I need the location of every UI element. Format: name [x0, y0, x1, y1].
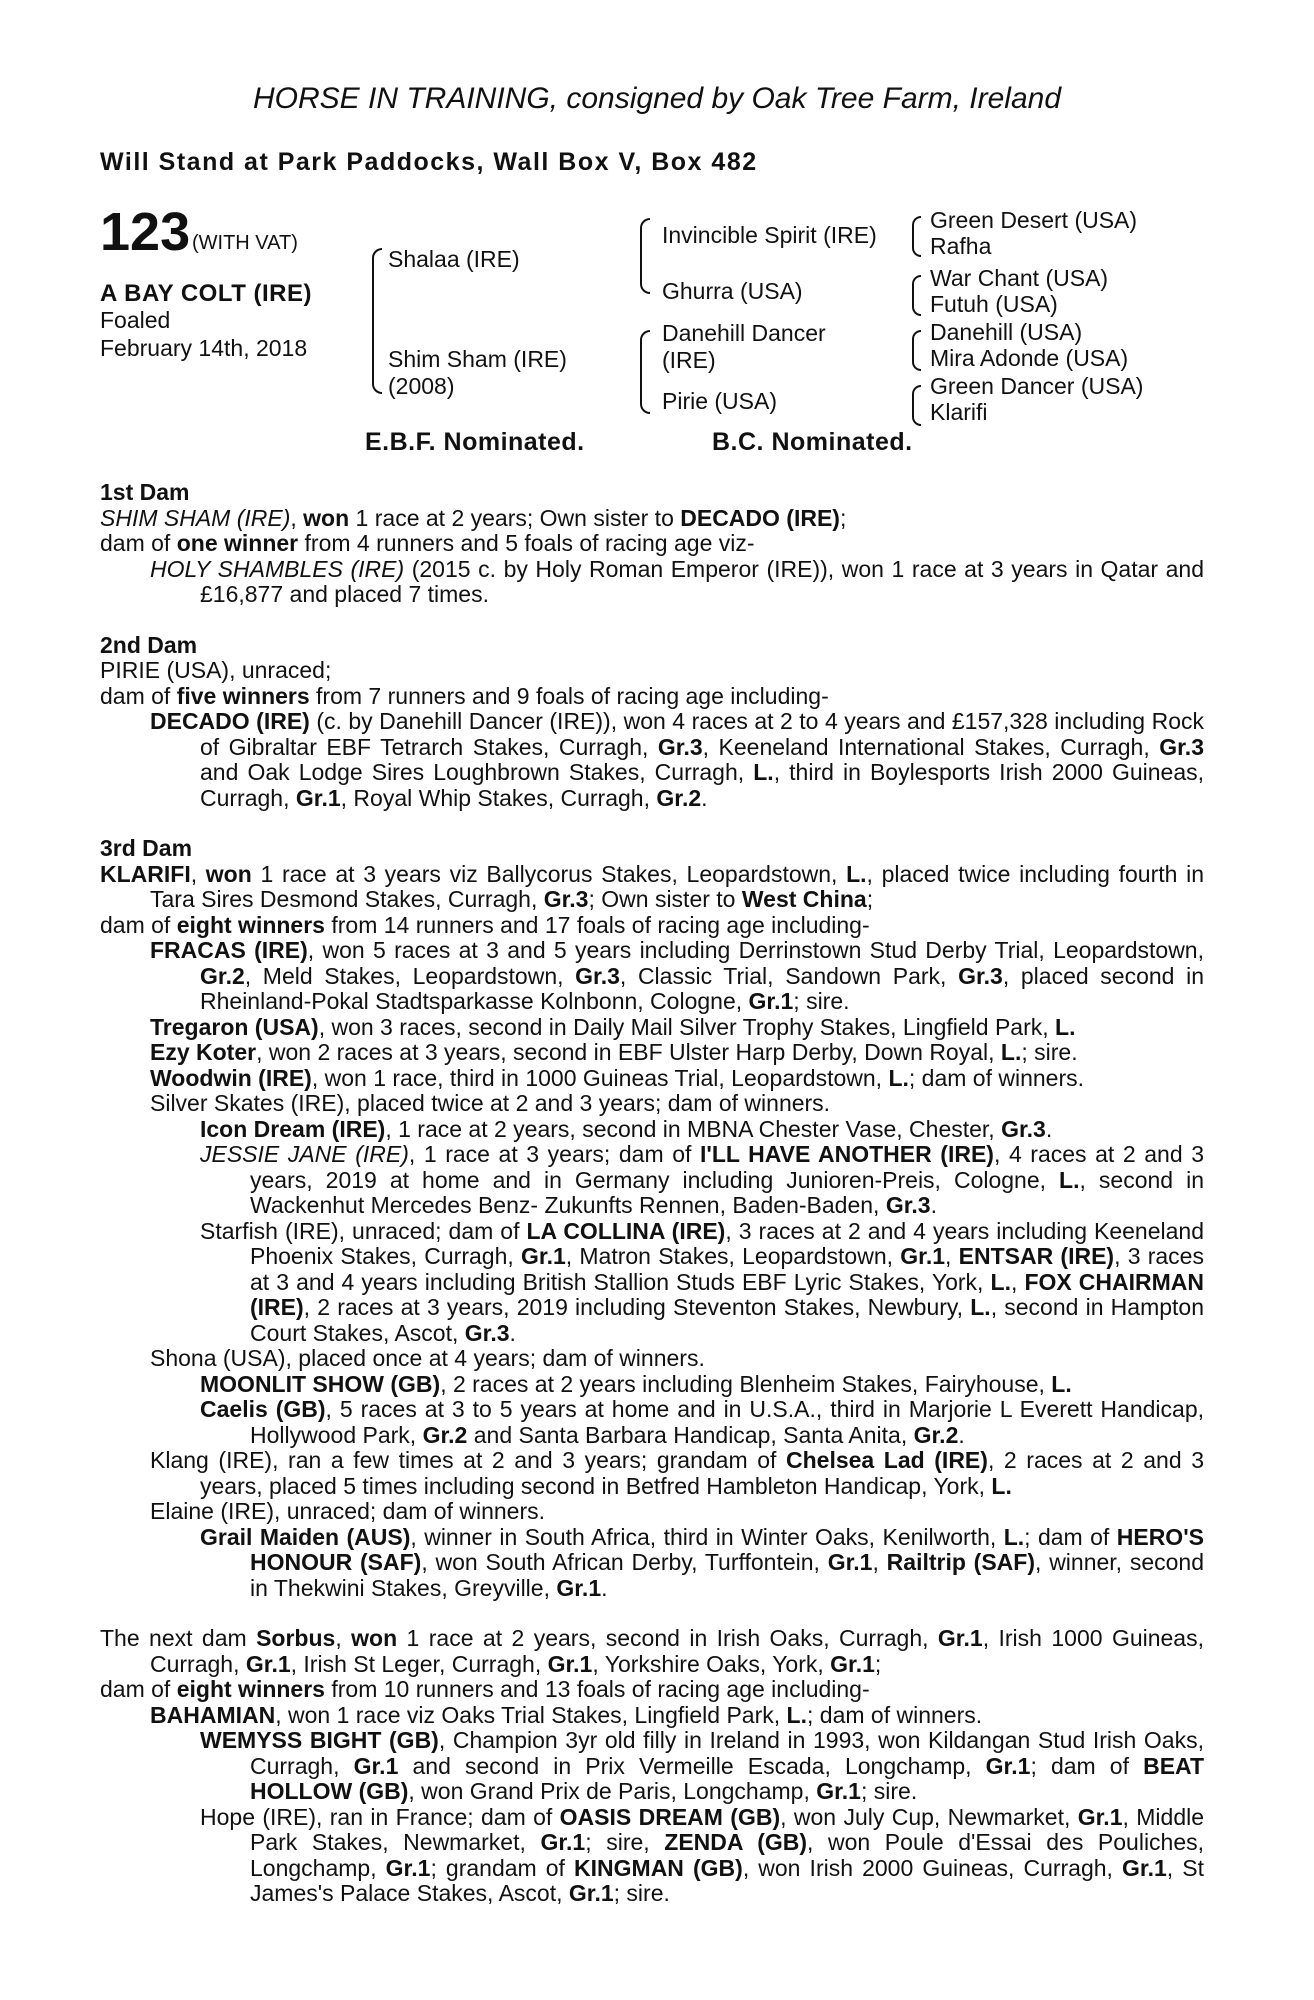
grade: Gr.1 — [1077, 1803, 1123, 1830]
first-dam-line — [100, 506, 1204, 532]
horse-name: HERO'S HONOUR (SAF) — [250, 1523, 1205, 1575]
grade: Gr.1 — [985, 1752, 1031, 1779]
text: (c. by Danehill Dancer (IRE)), won 4 races at 2 to 4 years and £157,328 including Rock of Gibraltar EBF Tetrarch Stakes, Curragh, — [200, 708, 1204, 760]
text: , 3 races at 2 and 4 years including Keeneland Phoenix Stakes, Curragh, — [250, 1217, 1204, 1269]
horse-name: LA COLLINA (IRE) — [526, 1217, 726, 1244]
grade: Gr.2 — [200, 962, 245, 989]
text: , 2 races at 3 years, 2019 including Steventon Stakes, Newbury, — [303, 1294, 971, 1320]
grade: L. — [846, 860, 867, 887]
grade: Gr.1 — [816, 1778, 861, 1804]
second-dam-line: PIRIE (USA), unraced; — [100, 657, 332, 683]
text: dam of — [100, 1676, 177, 1702]
text: . — [509, 1319, 516, 1346]
grade: Gr.3 — [464, 1319, 510, 1346]
horse-name: West China — [741, 886, 867, 912]
grade: Gr.1 — [521, 1243, 566, 1269]
text: , won July Cup, Newmarket, — [780, 1803, 1078, 1830]
produce-entry — [100, 1805, 1204, 1907]
pedigree-sire-sire: Invincible Spirit (IRE) — [662, 222, 877, 248]
pedigree-dam — [388, 346, 567, 400]
text: Hope (IRE), ran in France; dam of — [200, 1803, 560, 1830]
text: , won 1 race, third in 1000 Guineas Trial, Leopardstown, — [311, 1064, 889, 1091]
horse-name: Grail Maiden (AUS) — [200, 1523, 411, 1550]
produce-entry — [100, 1372, 1204, 1398]
second-dam-produce-line — [100, 684, 1204, 710]
brace-gen3a-top — [912, 216, 921, 237]
text: ; dam of — [1024, 1523, 1117, 1550]
horse-name: OASIS DREAM (GB) — [559, 1803, 781, 1830]
horse-name: Tregaron (USA) — [150, 1013, 319, 1040]
next-dam-line — [100, 1626, 1204, 1677]
text: , Meld Stakes, Leopardstown, — [244, 962, 576, 989]
foaled-date: February 14th, 2018 — [100, 335, 308, 361]
text: . — [958, 1421, 965, 1448]
produce-entry: Elaine (IRE), unraced; dam of winners. — [150, 1498, 546, 1524]
grade: L. — [991, 1472, 1012, 1499]
text: , — [190, 860, 206, 887]
text: , third in Boylesports Irish 2000 Guineas, Curragh, — [200, 759, 1205, 811]
grade: Gr.1 — [385, 1854, 431, 1881]
text: 1 race at 3 years viz Ballycorus Stakes, Leopardstown, — [251, 860, 847, 887]
pedigree-g4: Futuh (USA) — [930, 291, 1058, 317]
text: ; dam of — [1030, 1752, 1144, 1779]
grade: Gr.1 — [547, 1650, 593, 1677]
produce-entry — [100, 1040, 1204, 1066]
text: . — [601, 1574, 608, 1601]
grade: Gr.3 — [657, 733, 703, 760]
text: , placed twice including fourth in Tara Sires Desmond Stakes, Curragh, — [150, 860, 1204, 912]
grade: Gr.3 — [885, 1192, 931, 1218]
pedigree-dam-dam: Pirie (USA) — [662, 388, 778, 414]
text: , Royal Whip Stakes, Curragh, — [340, 784, 657, 811]
grade: L. — [1003, 1523, 1025, 1550]
grade: Gr.1 — [937, 1625, 983, 1651]
text: ; — [874, 1650, 882, 1677]
produce-entry — [100, 1525, 1204, 1602]
produce-entry — [100, 1117, 1204, 1143]
third-dam-line — [100, 862, 1204, 913]
lot-description: A BAY COLT (IRE) — [100, 280, 313, 307]
grade: L. — [1059, 1166, 1080, 1193]
brace-gen3c-top — [912, 330, 921, 351]
horse-name: ZENDA (GB) — [664, 1829, 808, 1855]
pedigree-g6: Mira Adonde (USA) — [930, 345, 1129, 371]
text: and Santa Barbara Handicap, Santa Anita, — [467, 1421, 914, 1448]
horse-name: KINGMAN (GB) — [574, 1854, 743, 1881]
text: , second in Wackenhut Mercedes Benz- Zukunfts Rennen, Baden-Baden, — [250, 1166, 1204, 1218]
lot-number: 123 — [100, 202, 191, 262]
brace-gen1-top — [372, 248, 382, 338]
grade: Gr.3 — [1001, 1115, 1046, 1142]
text: and second in Prix Vermeille Escada, Longchamp, — [398, 1752, 986, 1779]
pedigree-g5: Danehill (USA) — [930, 319, 1083, 345]
text: dam of — [100, 911, 177, 938]
horse-name: DECADO (IRE) — [150, 708, 310, 734]
horse-name: HOLY SHAMBLES (IRE) — [150, 555, 405, 582]
text: ; sire. — [1021, 1039, 1078, 1065]
grade: Gr.1 — [353, 1752, 399, 1779]
grade: L. — [786, 1701, 807, 1728]
grade: Gr.2 — [422, 1421, 468, 1448]
third-dam-heading: 3rd Dam — [100, 835, 193, 861]
brace-gen3c-bottom — [912, 349, 921, 371]
produce-entry — [100, 709, 1204, 811]
text: , winner in South Africa, third in Winter Oaks, Kenilworth, — [410, 1523, 1004, 1550]
second-dam-heading: 2nd Dam — [100, 631, 198, 658]
text: ; — [866, 886, 874, 912]
text: , Champion 3yr old filly in Ireland in 1993, won Kildangan Stud Irish Oaks, Curragh, — [250, 1727, 1204, 1779]
text: , winner, second in Thekwini Stakes, Greyville, — [250, 1549, 1205, 1601]
grade: L. — [888, 1064, 909, 1091]
grade: L. — [990, 1268, 1011, 1295]
catalogue-body — [100, 480, 1204, 1907]
text: ; sire, — [585, 1829, 665, 1855]
first-dam-produce-line — [100, 531, 1204, 557]
grade: Gr.1 — [540, 1829, 586, 1855]
pedigree-g8: Klarifi — [930, 399, 988, 425]
horse-name: KLARIFI — [100, 860, 191, 887]
text: (2015 c. by Holy Roman Emperor (IRE)), won 1 race at 3 years in Qatar and £16,877 and placed 7 times. — [200, 555, 1205, 607]
pedigree-dam-name: Shim Sham (IRE) — [388, 346, 567, 372]
pedigree-dam-sire-line1: Danehill Dancer — [662, 320, 826, 346]
grade: L. — [1051, 1370, 1072, 1397]
emphasis: won — [205, 860, 252, 887]
horse-name: JESSIE JANE (IRE) — [200, 1141, 409, 1167]
text: , 1 race at 3 years; dam of — [408, 1141, 700, 1167]
produce-entry: Shona (USA), placed once at 4 years; dam of winners. — [150, 1345, 705, 1371]
text: 1 race at 2 years; Own sister to — [349, 504, 681, 531]
dam-name: SHIM SHAM (IRE) — [100, 504, 291, 531]
grade: Gr.1 — [748, 988, 794, 1014]
bc-nominated: B.C. Nominated. — [712, 428, 913, 456]
text: , 5 races at 3 to 5 years at home and in U.S.A., third in Marjorie L Everett Handicap, Hollywood Park, — [250, 1396, 1204, 1448]
brace-gen3b-bottom — [912, 294, 921, 316]
grade: Gr.2 — [656, 784, 702, 811]
grade: Gr.1 — [556, 1574, 602, 1601]
text: and Oak Lodge Sires Loughbrown Stakes, Curragh, — [200, 759, 754, 785]
horse-name: Sorbus — [256, 1625, 336, 1651]
page-heading: HORSE IN TRAINING, consigned by Oak Tree Farm, Ireland — [252, 82, 1062, 115]
grade: Gr.3 — [1159, 733, 1204, 760]
produce-entry — [100, 557, 1204, 608]
grade: L. — [970, 1294, 991, 1320]
text: ; Own sister to — [588, 886, 742, 912]
brace-gen3d-bottom — [912, 404, 921, 426]
horse-name: Ezy Koter — [150, 1039, 257, 1065]
produce-entry — [100, 1397, 1204, 1448]
text: ; sire. — [860, 1778, 918, 1804]
text: , Irish 1000 Guineas, Curragh, — [150, 1625, 1204, 1677]
grade: L. — [753, 759, 774, 785]
text: , 2 races at 2 years including Blenheim Stakes, Fairyhouse, — [440, 1370, 1052, 1397]
text: . — [701, 784, 708, 811]
horse-name: ENTSAR (IRE) — [958, 1243, 1115, 1269]
horse-name: Icon Dream (IRE) — [200, 1115, 386, 1142]
grade: Gr.3 — [575, 962, 620, 989]
text: , won Irish 2000 Guineas, Curragh, — [742, 1854, 1123, 1881]
emphasis: five winners — [176, 682, 310, 709]
pedigree-g3: War Chant (USA) — [930, 265, 1109, 291]
horse-name: DECADO (IRE) — [680, 504, 840, 531]
foaled-info — [100, 306, 307, 362]
grade: Gr.1 — [295, 784, 341, 811]
text: , 1 race at 2 years, second in MBNA Chester Vase, Chester, — [385, 1115, 1002, 1142]
text: , won Grand Prix de Paris, Longchamp, — [408, 1778, 817, 1804]
horse-name: Railtrip (SAF) — [886, 1549, 1036, 1575]
emphasis: won — [351, 1625, 398, 1651]
pedigree-dam-year: (2008) — [388, 373, 455, 399]
text: , won 2 races at 3 years, second in EBF Ulster Harp Derby, Down Royal, — [256, 1039, 1001, 1065]
text: , won 1 race viz Oaks Trial Stakes, Lingfield Park, — [275, 1701, 787, 1728]
text: ; sire. — [793, 988, 850, 1014]
horse-name: Caelis (GB) — [200, 1396, 326, 1422]
text: ; dam of winners. — [908, 1064, 1085, 1091]
brace-gen2a-bottom — [640, 256, 650, 294]
text: dam of — [100, 682, 177, 709]
grade: Gr.2 — [913, 1421, 959, 1448]
grade: Gr.1 — [568, 1880, 614, 1906]
text: , Matron Stakes, Leopardstown, — [565, 1243, 901, 1269]
text: , St James's Palace Stakes, Ascot, — [250, 1854, 1204, 1906]
text: , won 5 races at 3 and 5 years including Derrinstown Stud Derby Trial, Leopardstown, — [307, 937, 1204, 963]
brace-gen2a-top — [640, 218, 650, 258]
foaled-label: Foaled — [100, 307, 171, 333]
brace-gen2b-top — [640, 330, 650, 372]
text: , won 3 races, second in Daily Mail Silver Trophy Stakes, Lingfield Park, — [318, 1013, 1056, 1040]
text: from 10 runners and 13 foals of racing age including- — [324, 1676, 870, 1702]
grade: Gr.1 — [827, 1549, 873, 1575]
text: , Classic Trial, Sandown Park, — [619, 962, 959, 989]
text: , Keeneland International Stakes, Curragh, — [702, 733, 1160, 760]
pedigree-g7: Green Dancer (USA) — [930, 373, 1144, 399]
brace-gen2b-bottom — [640, 370, 650, 414]
grade: L. — [1000, 1039, 1022, 1065]
horse-name: Woodwin (IRE) — [150, 1064, 312, 1091]
grade: Gr.1 — [900, 1243, 946, 1269]
emphasis: eight winners — [176, 1676, 325, 1702]
text: . — [930, 1192, 937, 1218]
text: , won Poule d'Essai des Pouliches, Longchamp, — [250, 1829, 1205, 1881]
horse-name: BAHAMIAN — [150, 1701, 276, 1728]
grade: Gr.3 — [958, 962, 1003, 989]
grade: Gr.1 — [1122, 1854, 1167, 1881]
text: from 4 runners and 5 foals of racing age viz- — [298, 530, 755, 556]
produce-entry — [100, 1066, 1204, 1092]
produce-entry — [100, 1703, 1204, 1729]
text: The next dam — [100, 1625, 257, 1651]
vat-label: (WITH VAT) — [192, 232, 298, 254]
grade: Gr.3 — [543, 886, 589, 912]
text: ; dam of winners. — [807, 1701, 983, 1728]
emphasis: won — [303, 504, 350, 531]
brace-gen1-bottom — [372, 336, 382, 394]
pedigree-dam-sire-line2: (IRE) — [662, 347, 716, 373]
brace-gen3a-bottom — [912, 235, 921, 257]
text: 1 race at 2 years, second in Irish Oaks, Curragh, — [397, 1625, 938, 1651]
text: , placed second in Rheinland-Pokal Stadtsparkasse Kolnbonn, Cologne, — [200, 962, 1204, 1014]
text: , 4 races at 2 and 3 years, 2019 at home and in Germany including Junioren-Preis, Cologne, — [250, 1141, 1205, 1193]
grade: L. — [1055, 1013, 1076, 1040]
produce-entry — [100, 1448, 1204, 1499]
brace-gen3d-top — [912, 385, 921, 406]
ebf-nominated: E.B.F. Nominated. — [365, 428, 585, 456]
emphasis: eight winners — [176, 911, 325, 938]
horse-name: WEMYSS BIGHT (GB) — [200, 1727, 439, 1753]
horse-name: MOONLIT SHOW (GB) — [200, 1370, 441, 1397]
text: Klang (IRE), ran a few times at 2 and 3 years; grandam of — [150, 1447, 786, 1473]
first-dam-heading: 1st Dam — [100, 479, 190, 505]
emphasis: one winner — [176, 530, 299, 556]
text: from 14 runners and 17 foals of racing age including- — [324, 911, 870, 938]
horse-name: BEAT HOLLOW (GB) — [250, 1752, 1205, 1804]
text: , Irish St Leger, Curragh, — [290, 1650, 548, 1677]
horse-name: Chelsea Lad (IRE) — [786, 1447, 988, 1473]
third-dam-produce-line — [100, 913, 1204, 939]
text: , 3 races at 3 and 4 years including British Stallion Studs EBF Lyric Stakes, York, — [250, 1243, 1204, 1295]
text: , — [1010, 1268, 1025, 1295]
text: , second in Hampton Court Stakes, Ascot, — [250, 1294, 1204, 1346]
pedigree-dam-sire — [662, 320, 826, 374]
text: ; — [839, 504, 847, 531]
pedigree-g2: Rafha — [930, 233, 992, 259]
next-dam-produce-line — [100, 1677, 1204, 1703]
produce-entry — [100, 1015, 1204, 1041]
horse-name: FOX CHAIRMAN (IRE) — [250, 1268, 1205, 1320]
text: , — [872, 1549, 887, 1575]
brace-gen3b-top — [912, 275, 921, 296]
pedigree-sire-dam: Ghurra (USA) — [662, 278, 803, 304]
produce-entry: Silver Skates (IRE), placed twice at 2 and 3 years; dam of winners. — [150, 1090, 831, 1116]
text: , Middle Park Stakes, Newmarket, — [250, 1803, 1205, 1855]
text: , won South African Derby, Turffontein, — [421, 1549, 828, 1575]
text: , — [945, 1243, 959, 1269]
text: , — [335, 1625, 352, 1651]
produce-entry — [100, 1142, 1204, 1219]
produce-entry — [100, 938, 1204, 1015]
text: , — [290, 504, 304, 531]
text: . — [1045, 1115, 1053, 1142]
horse-name: FRACAS (IRE) — [150, 937, 308, 963]
grade: Gr.1 — [830, 1650, 875, 1677]
horse-name: I'LL HAVE ANOTHER (IRE) — [699, 1141, 994, 1167]
text: ; sire. — [613, 1880, 670, 1906]
text: dam of — [100, 530, 177, 556]
grade: Gr.1 — [245, 1650, 291, 1677]
produce-entry — [100, 1728, 1204, 1805]
produce-entry — [100, 1219, 1204, 1347]
text: ; grandam of — [430, 1854, 575, 1881]
pedigree-g1: Green Desert (USA) — [930, 207, 1138, 233]
text: , Yorkshire Oaks, York, — [592, 1650, 831, 1677]
stand-location: Will Stand at Park Paddocks, Wall Box V, Box 482 — [100, 148, 758, 176]
text: from 7 runners and 9 foals of racing age including- — [309, 682, 829, 709]
pedigree-sire: Shalaa (IRE) — [388, 246, 520, 272]
text: Starfish (IRE), unraced; dam of — [200, 1217, 527, 1244]
text: , 2 races at 2 and 3 years, placed 5 times including second in Betfred Hambleton Handicap, York, — [200, 1447, 1205, 1499]
